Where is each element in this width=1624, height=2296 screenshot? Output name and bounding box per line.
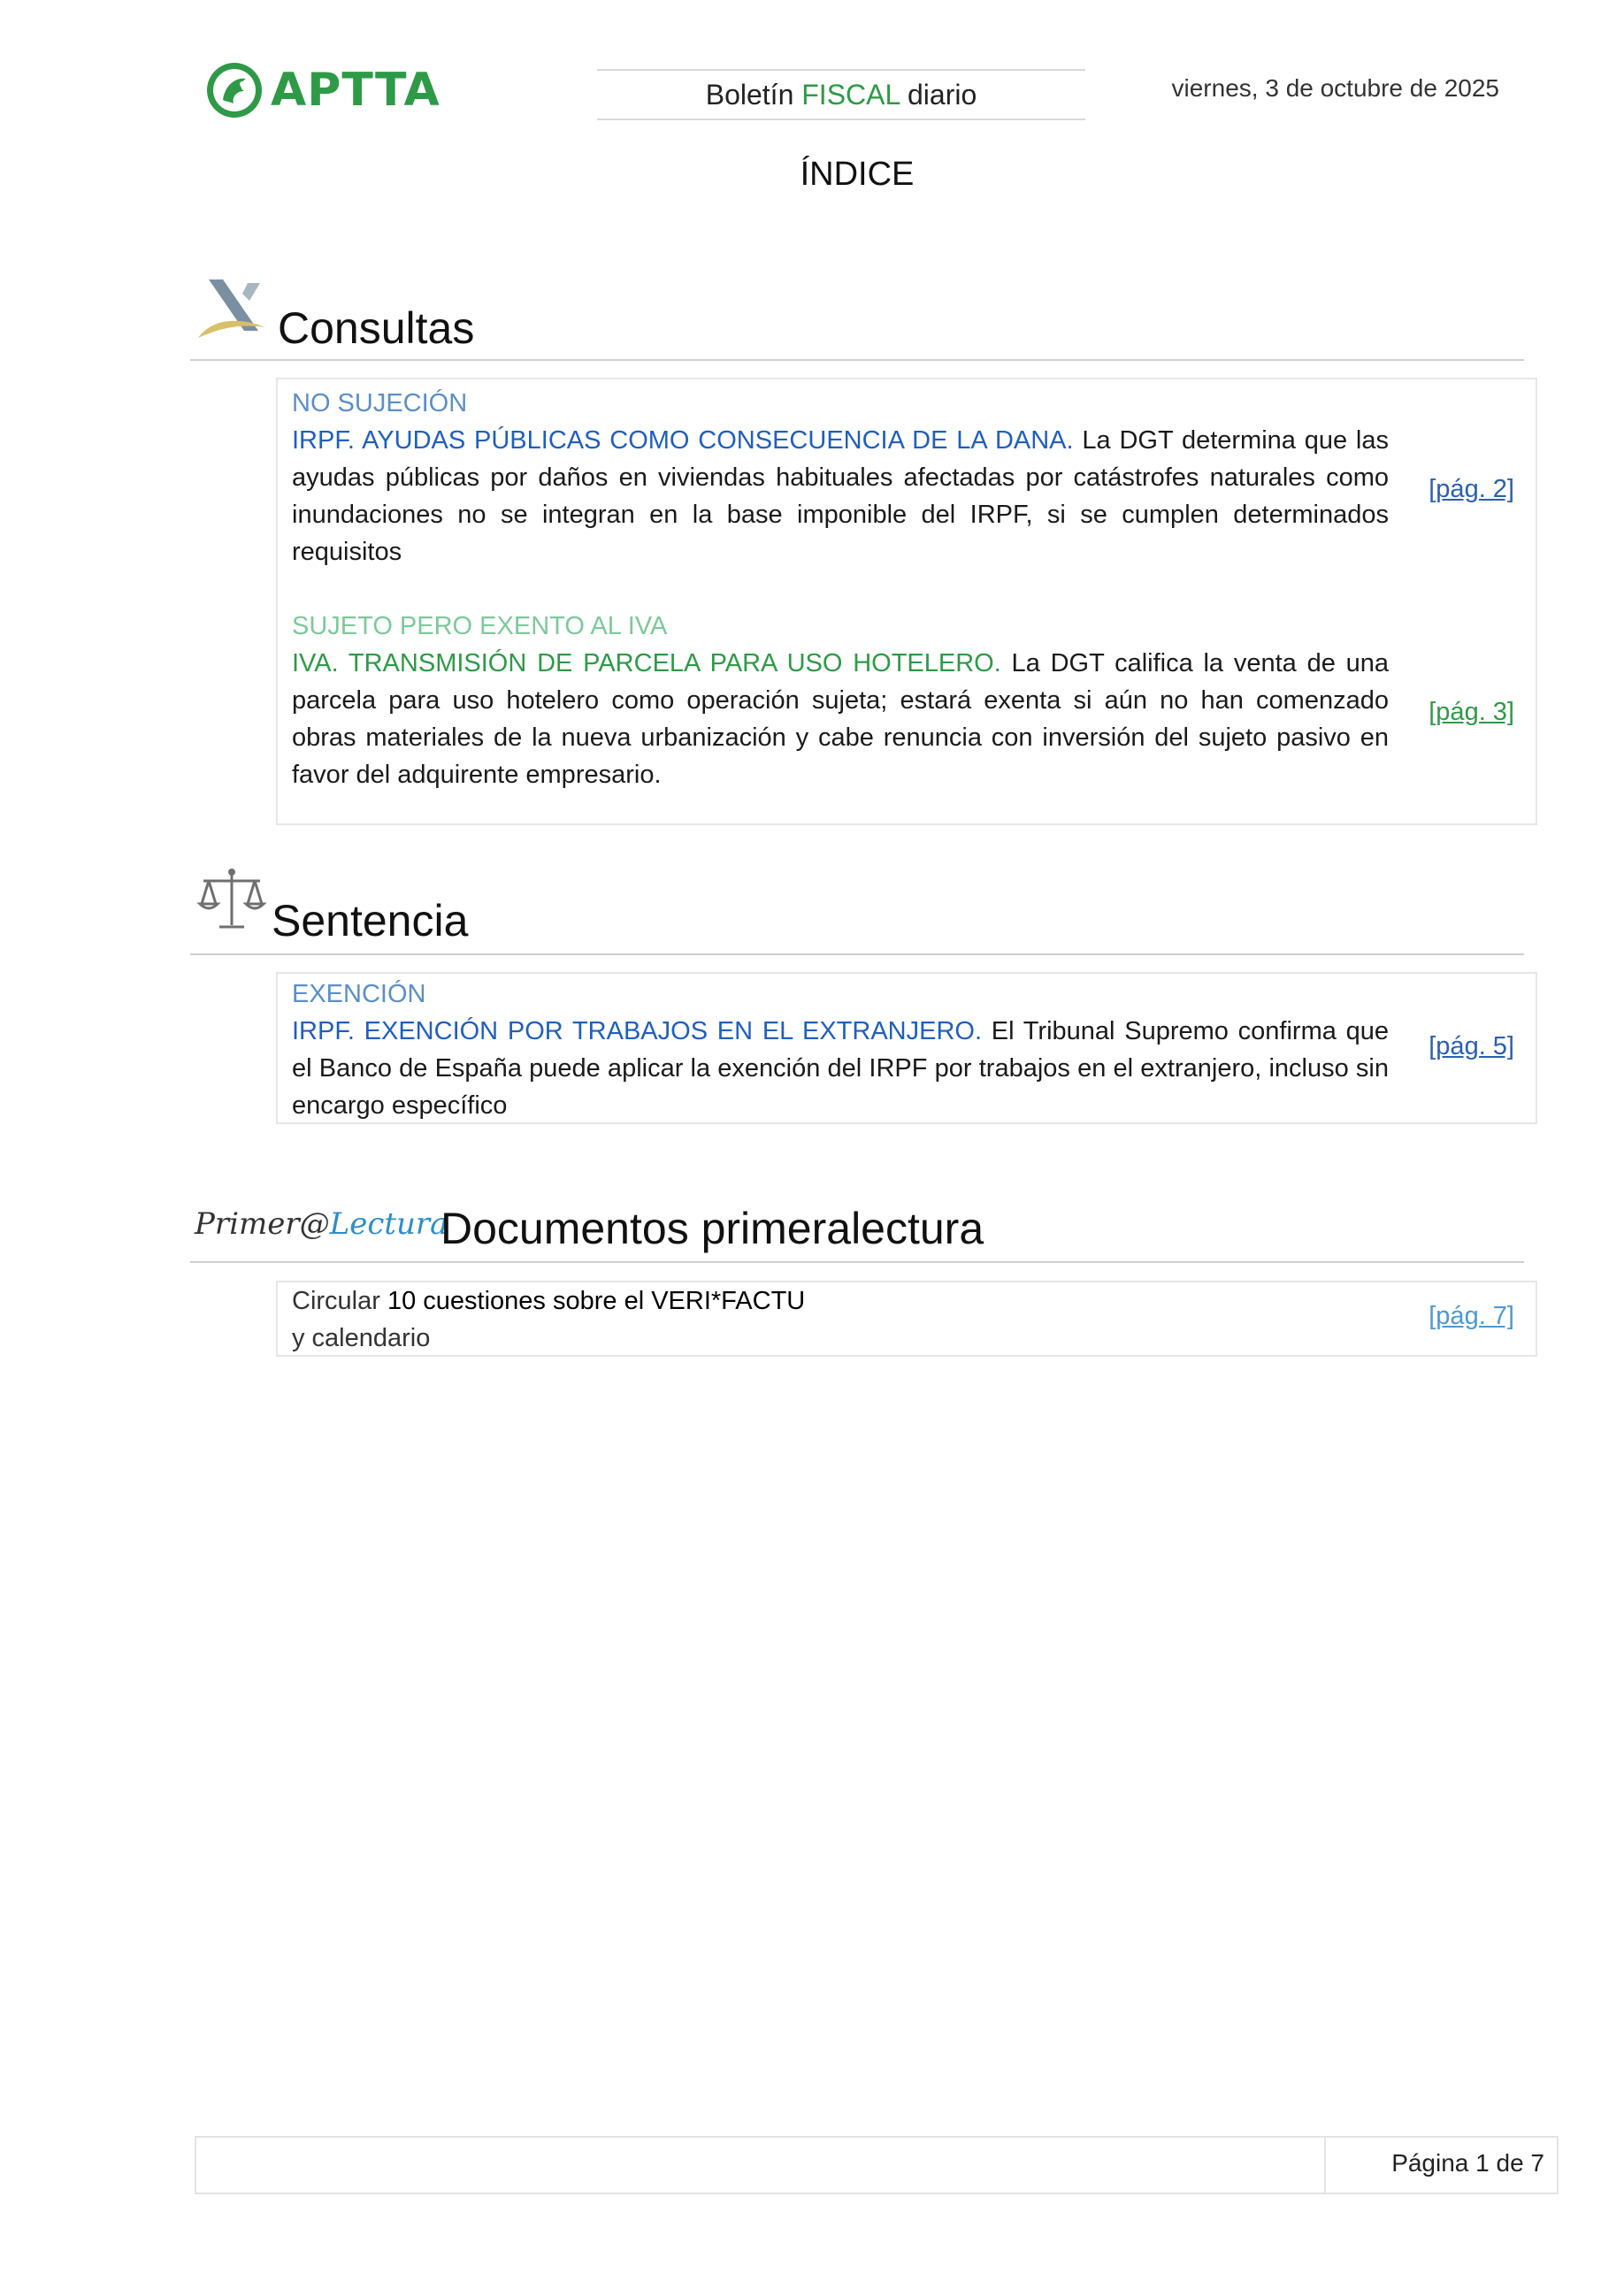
section-title-documentos: Documentos primeralectura: [440, 1204, 984, 1253]
bulletin-date: viernes, 3 de octubre de 2025: [1171, 74, 1499, 102]
page-number: Página 1 de 7: [1391, 2149, 1544, 2177]
entry-text: La DGT califica la venta de una parcela para uso hotelero como operación sujeta; estará exenta si aún no han comenzado obras materiales de la nueva urbanización y cabe renuncia con inversión del sujeto pasivo en favor del adquirente empresario.: [292, 649, 1389, 789]
entry-text: El Tribunal Supremo confirma que el Banco de España puede aplicar la exención del IRPF por trabajos en el extranjero, incluso sin encargo específico: [292, 1017, 1390, 1120]
entry-text: y calendario: [292, 1324, 431, 1352]
entry-category: SUJETO PERO EXENTO AL IVA: [292, 612, 668, 640]
entry-heading: IRPF. EXENCIÓN POR TRABAJOS EN EL EXTRANJERO.: [292, 1017, 983, 1045]
bulletin-title: [597, 69, 1085, 120]
entry-category: NO SUJECIÓN: [292, 389, 468, 417]
scales-of-justice-icon: [196, 865, 267, 936]
page-link[interactable]: [pág. 3]: [1429, 698, 1514, 726]
page-link[interactable]: [pág. 7]: [1429, 1302, 1514, 1330]
section-title-consultas: Consultas: [278, 303, 475, 353]
footer-divider: [1324, 2136, 1326, 2194]
index-entry: [292, 976, 1389, 1124]
section-divider: [190, 359, 1524, 361]
page-link[interactable]: [pág. 5]: [1429, 1032, 1514, 1060]
primeralectura-logo: [195, 1206, 448, 1242]
consultas-box: [276, 378, 1537, 825]
index-entry: [292, 385, 1389, 570]
entry-prefix: Circular: [292, 1287, 387, 1315]
bulletin-prefix: Boletín: [705, 79, 802, 111]
bulletin-accent: FISCAL: [801, 79, 900, 111]
section-title-sentencia: Sentencia: [272, 896, 469, 945]
entry-heading[interactable]: 10 cuestiones sobre el VERI*FACTU: [387, 1287, 806, 1315]
section-divider: [190, 1261, 1524, 1263]
documentos-box: [276, 1281, 1537, 1357]
entry-heading: IVA. TRANSMISIÓN DE PARCELA PARA USO HOTELERO.: [292, 649, 1001, 677]
logo-text: APTTA: [271, 64, 440, 117]
sentencia-box: [276, 972, 1537, 1124]
aptta-emblem-icon: [205, 61, 264, 119]
logo-part-lectura: Lectura: [329, 1206, 448, 1242]
index-entry: [292, 608, 1389, 793]
tax-agency-logo-icon: [196, 276, 269, 340]
page-link[interactable]: [pág. 2]: [1429, 475, 1514, 503]
section-divider: [190, 953, 1524, 955]
entry-text: La DGT determina que las ayudas públicas por daños en viviendas habituales afectadas por catástrofes naturales como inundaciones no se integran en la base imponible del IRPF, si se cumplen determinados requisitos: [292, 426, 1389, 566]
bulletin-suffix: diario: [900, 79, 977, 111]
logo-part-primer: Primer@: [195, 1206, 330, 1242]
index-entry: [292, 1282, 1389, 1357]
entry-heading: IRPF. AYUDAS PÚBLICAS COMO CONSECUENCIA DE LA DANA.: [292, 426, 1074, 455]
aptta-logo: [205, 58, 453, 122]
entry-category: EXENCIÓN: [292, 980, 426, 1008]
index-title: ÍNDICE: [800, 156, 915, 193]
